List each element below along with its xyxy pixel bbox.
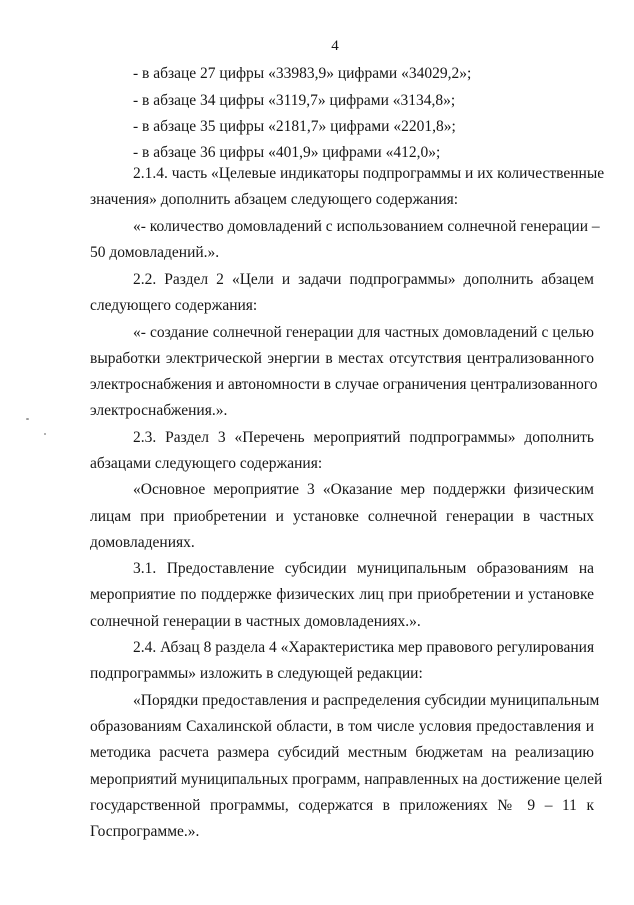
quoted-line: образованиям Сахалинской области, в том числе условия предоставления и <box>90 718 594 735</box>
quoted-line: мероприятие по поддержке физических лиц при приобретении и установке <box>90 586 594 603</box>
quoted-line: «- создание солнечной генерации для частных домовладений с целью <box>133 324 594 341</box>
paragraph-line: значения» дополнить абзацем следующего содержания: <box>90 191 459 208</box>
quoted-line: электроснабжения.». <box>90 402 228 419</box>
paragraph-line: следующего содержания: <box>90 297 258 314</box>
scan-speck <box>26 418 29 420</box>
paragraph-line: 2.4. Абзац 8 раздела 4 «Характеристика мер правового регулирования <box>133 639 595 656</box>
quoted-line: методика расчета размера субсидий местным бюджетам на реализацию <box>90 744 594 761</box>
amendment-line: - в абзаце 27 цифры «33983,9» цифрами «34029,2»; <box>133 65 472 82</box>
quoted-line: лицам при приобретении и установке солнечной генерации в частных <box>90 508 594 525</box>
quoted-line: «Основное мероприятие 3 «Оказание мер поддержки физическим <box>133 481 594 498</box>
quoted-line: 50 домовладений.». <box>90 244 220 261</box>
paragraph-line: 2.1.4. часть «Целевые индикаторы подпрограммы и их количественные <box>133 165 605 182</box>
quoted-line: выработки электрической энергии в местах отсутствия централизованного <box>90 350 594 367</box>
quoted-line: государственной программы, содержатся в приложениях № 9 – 11 к <box>90 797 594 814</box>
page-number: 4 <box>331 38 339 54</box>
paragraph-line: 2.2. Раздел 2 «Цели и задачи подпрограммы» дополнить абзацем <box>133 271 594 288</box>
amendment-line: - в абзаце 36 цифры «401,9» цифрами «412,0»; <box>133 144 441 161</box>
paragraph-line: абзацами следующего содержания: <box>90 455 323 472</box>
paragraph-line: 2.3. Раздел 3 «Перечень мероприятий подпрограммы» дополнить <box>133 429 594 446</box>
quoted-line: электроснабжения и автономности в случае ограничения централизованного <box>90 376 598 393</box>
quoted-line: «- количество домовладений с использованием солнечной генерации – <box>133 218 600 235</box>
scan-speck <box>44 433 46 435</box>
quoted-line: «Порядки предоставления и распределения субсидии муниципальным <box>133 692 600 709</box>
quoted-line: мероприятий муниципальных программ, направленных на достижение целей <box>90 771 603 788</box>
quoted-line: домовладениях. <box>90 534 195 551</box>
quoted-line: солнечной генерации в частных домовладениях.». <box>90 613 421 630</box>
amendment-line: - в абзаце 34 цифры «3119,7» цифрами «3134,8»; <box>133 92 456 109</box>
quoted-line: 3.1. Предоставление субсидии муниципальным образованиям на <box>133 560 594 577</box>
quoted-line: Госпрограмме.». <box>90 823 200 840</box>
amendment-line: - в абзаце 35 цифры «2181,7» цифрами «2201,8»; <box>133 118 456 135</box>
paragraph-line: подпрограммы» изложить в следующей редакции: <box>90 665 423 682</box>
